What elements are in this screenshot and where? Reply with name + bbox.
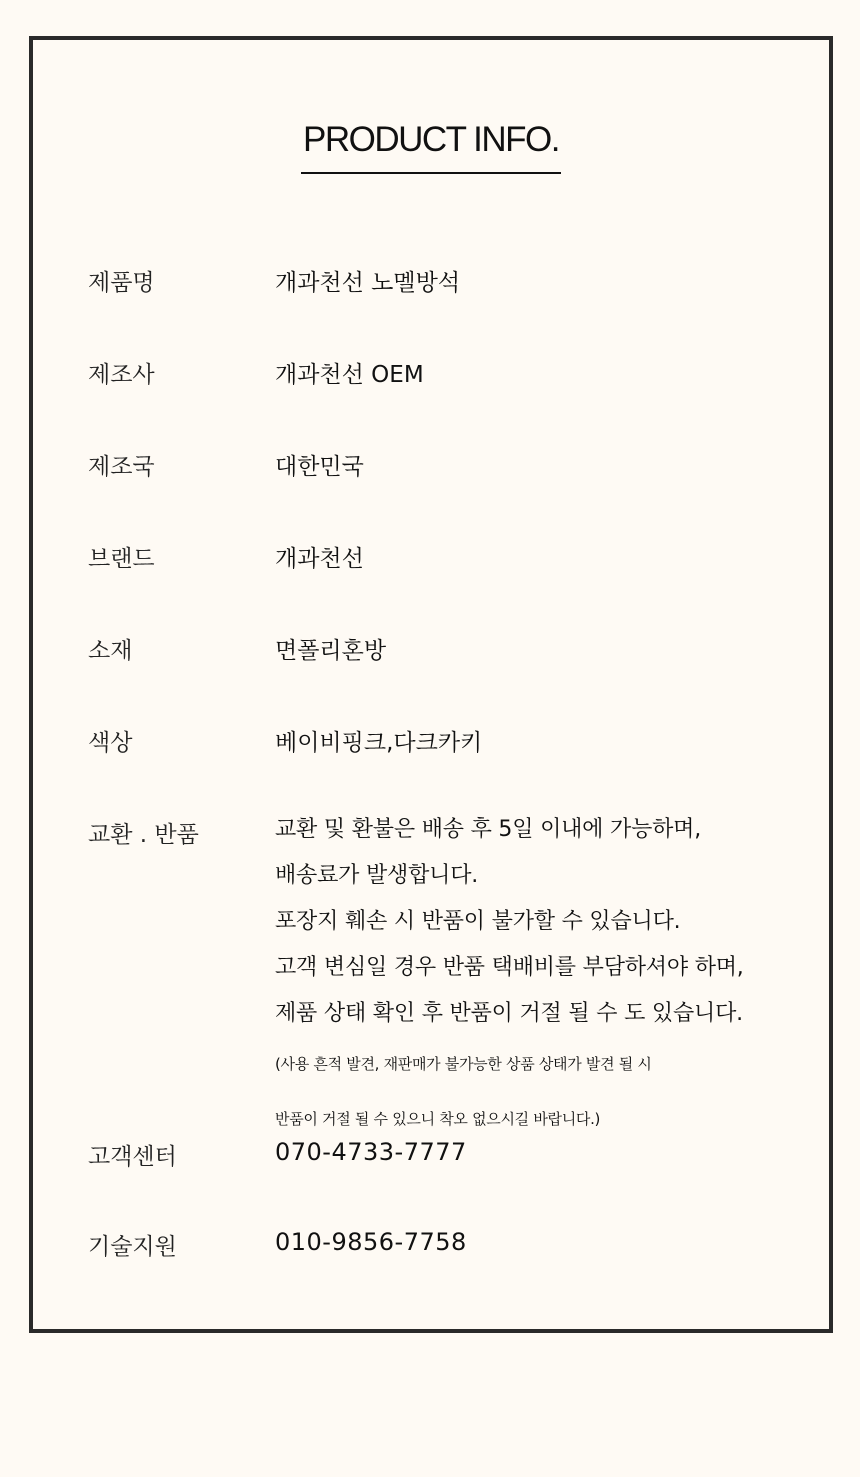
row-value: 개과천선 OEM [275, 362, 424, 388]
row-value: 개과천선 노멜방석 [275, 270, 461, 296]
tech-support-phone: 010-9856-7758 [275, 1228, 467, 1256]
title-wrap [33, 120, 829, 174]
row-value: 대한민국 [275, 454, 364, 480]
row-label: 제품명 [88, 270, 155, 296]
row-label: 교환 . 반품 [88, 822, 199, 848]
product-info-panel [29, 36, 833, 1333]
row-label: 브랜드 [88, 546, 155, 572]
row-value: 면폴리혼방 [275, 638, 387, 664]
page-title: PRODUCT INFO. [301, 120, 561, 174]
row-value: 개과천선 [275, 546, 364, 572]
policy-line: 교환 및 환불은 배송 후 5일 이내에 가능하며, [275, 817, 702, 842]
policy-line: 제품 상태 확인 후 반품이 거절 될 수 도 있습니다. [275, 1001, 743, 1026]
row-label: 제조사 [88, 362, 155, 388]
row-label: 기술지원 [88, 1234, 177, 1260]
row-value: 베이비핑크,다크카키 [275, 730, 483, 756]
row-label: 제조국 [88, 454, 155, 480]
row-label: 색상 [88, 730, 133, 756]
customer-center-phone: 070-4733-7777 [275, 1138, 467, 1166]
exchange-policy-text [275, 807, 744, 1147]
policy-note: (사용 흔적 발견, 재판매가 불가능한 상품 상태가 발견 될 시 [275, 1055, 652, 1073]
policy-line: 고객 변심일 경우 반품 택배비를 부담하셔야 하며, [275, 955, 744, 980]
row-label: 소재 [88, 638, 133, 664]
policy-note: 반품이 거절 될 수 있으니 착오 없으시길 바랍니다.) [275, 1110, 601, 1128]
policy-line: 배송료가 발생합니다. [275, 863, 479, 888]
row-label: 고객센터 [88, 1144, 177, 1170]
policy-line: 포장지 훼손 시 반품이 불가할 수 있습니다. [275, 909, 681, 934]
